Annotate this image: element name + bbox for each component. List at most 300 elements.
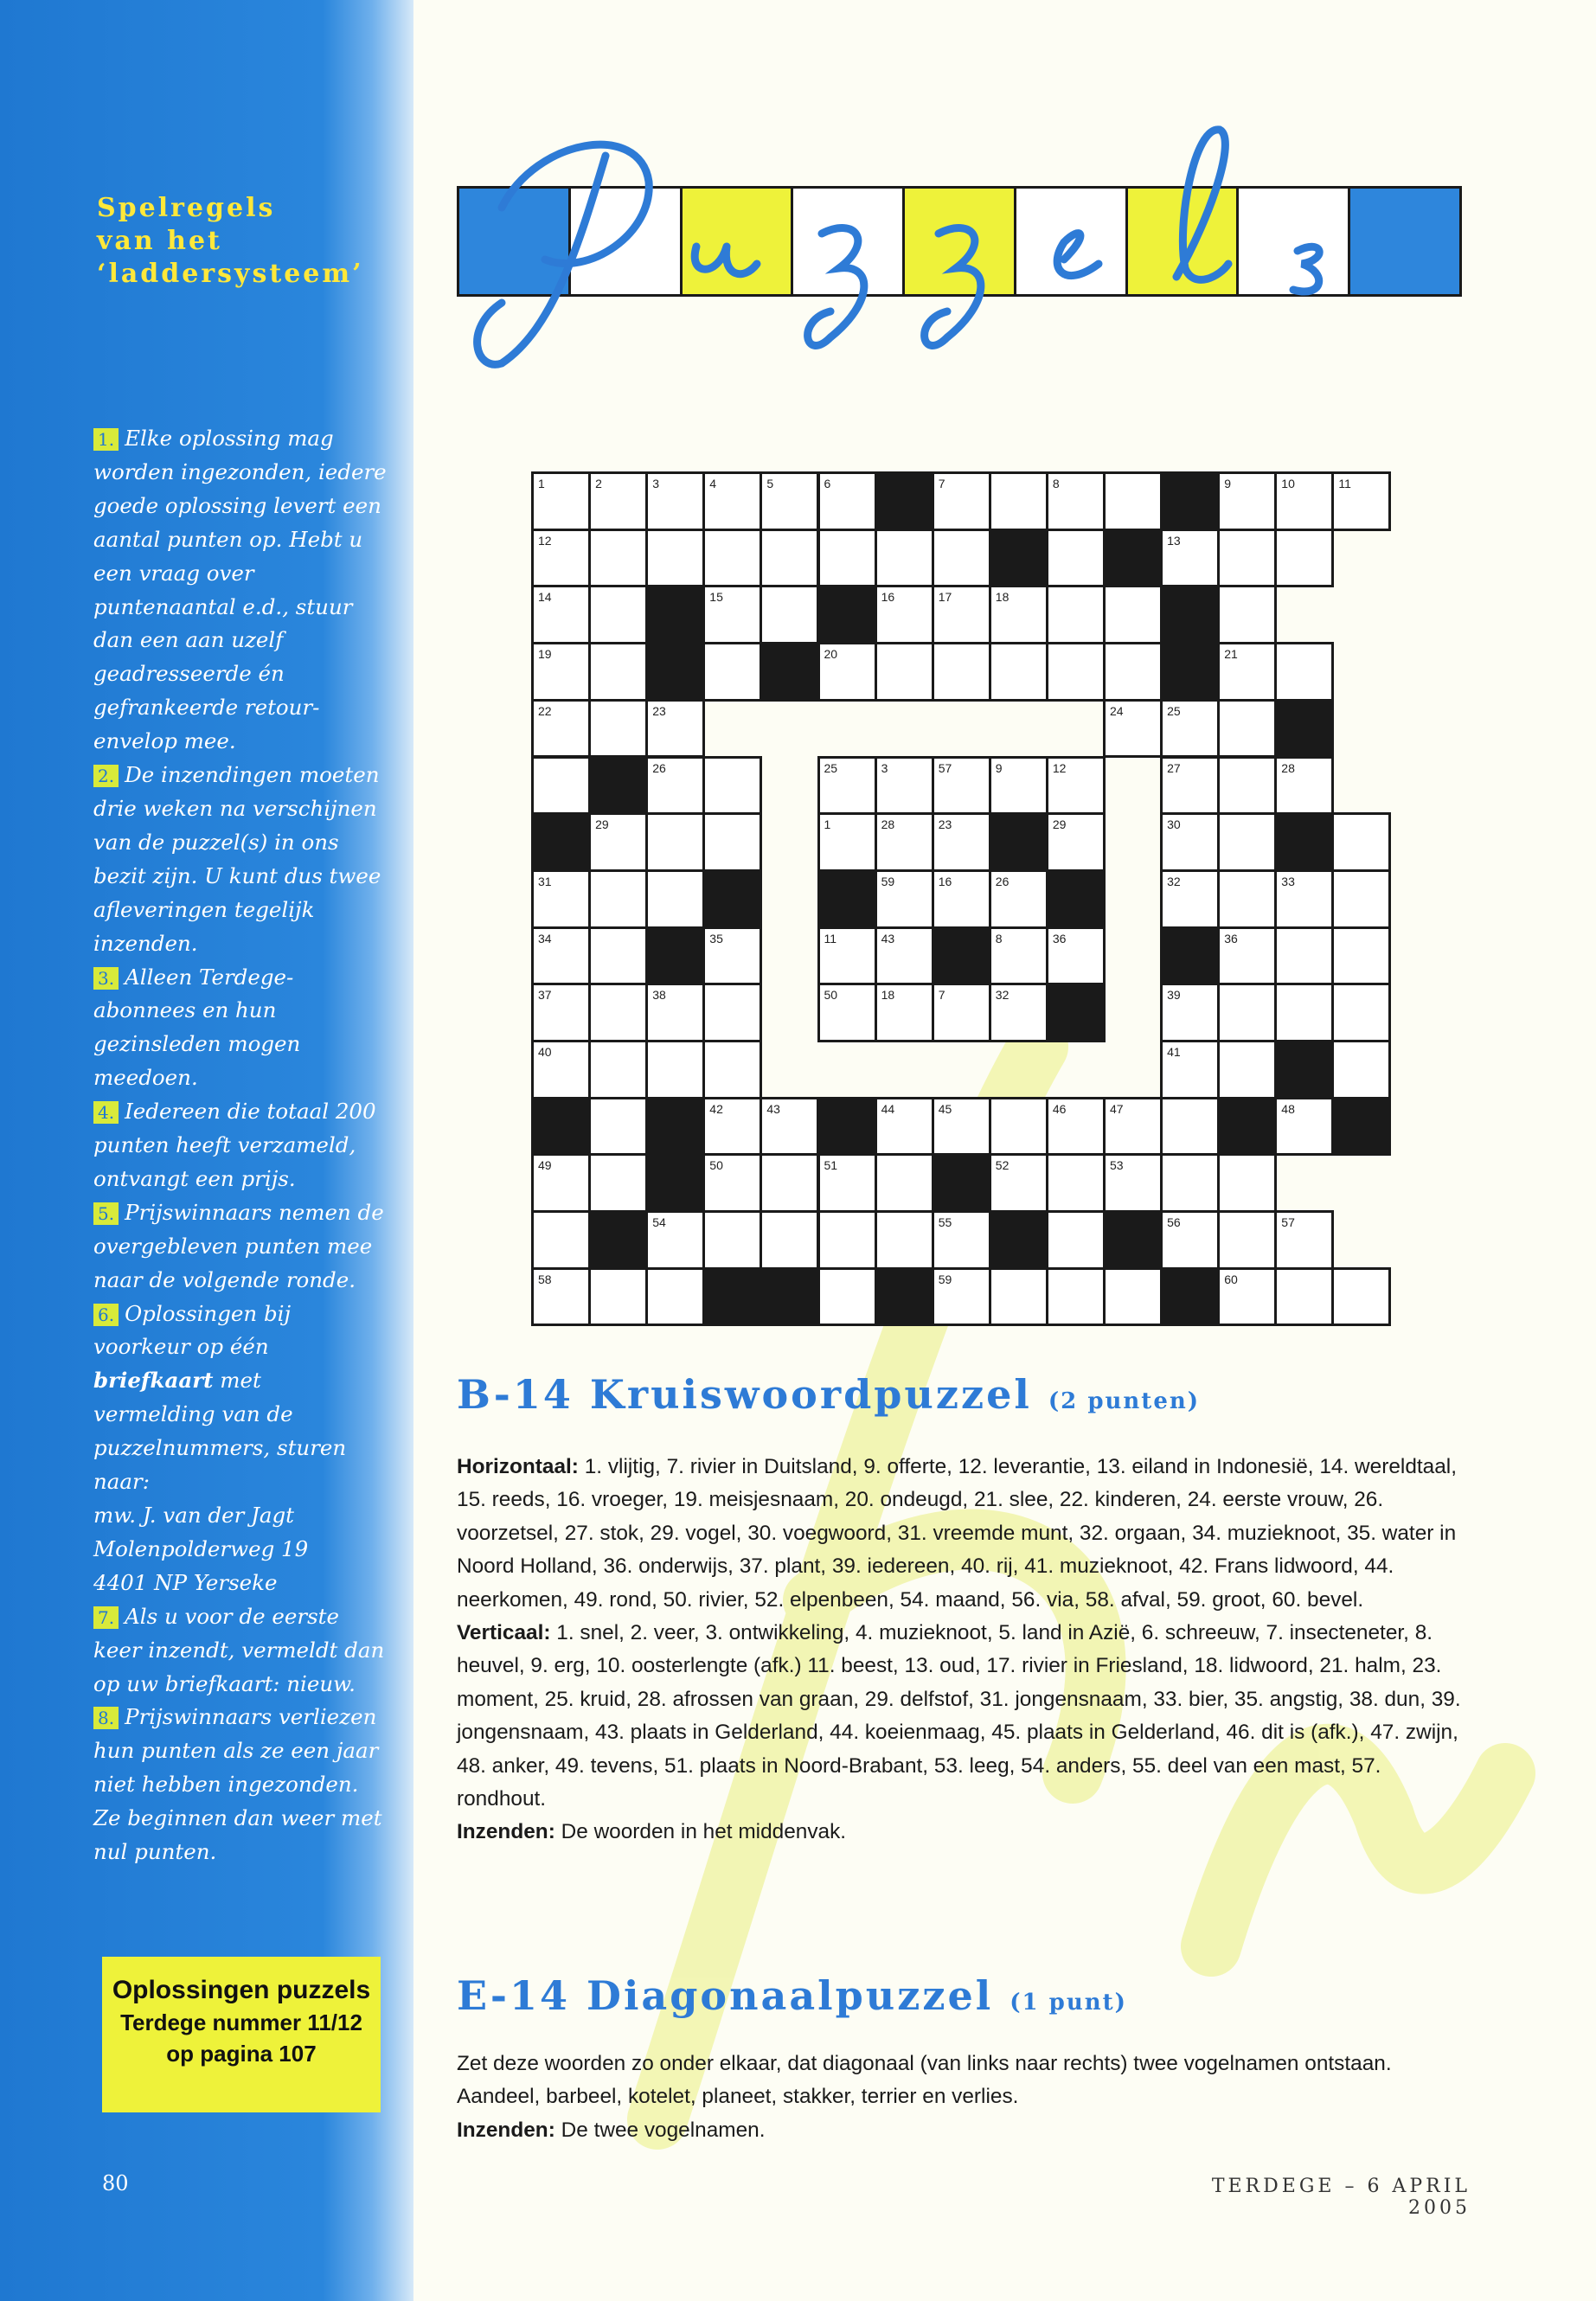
grid-cell[interactable] bbox=[760, 585, 819, 644]
grid-cell[interactable] bbox=[932, 812, 991, 872]
cell-number: 60 bbox=[1224, 1272, 1238, 1286]
grid-cell[interactable] bbox=[1046, 1267, 1106, 1327]
b14-clues bbox=[457, 1451, 1469, 1849]
grid-cell[interactable] bbox=[1046, 642, 1106, 702]
grid-cell-black bbox=[645, 1153, 705, 1213]
rule-text: Als u voor de eerste keer inzendt, vermeldt dan op uw briefkaart: nieuw. bbox=[93, 1603, 385, 1696]
grid-cell[interactable] bbox=[588, 699, 648, 759]
grid-cell[interactable] bbox=[989, 869, 1048, 929]
grid-cell[interactable] bbox=[817, 926, 877, 986]
cell-number: 26 bbox=[995, 874, 1010, 888]
rule-number: 8. bbox=[93, 1707, 119, 1729]
grid-cell-black bbox=[588, 756, 648, 816]
cell-number: 28 bbox=[1281, 760, 1295, 775]
grid-cell[interactable] bbox=[989, 983, 1048, 1042]
grid-cell[interactable] bbox=[817, 812, 877, 872]
cell-number: 23 bbox=[652, 703, 666, 718]
grid-cell-black bbox=[1046, 983, 1106, 1042]
grid-cell[interactable] bbox=[760, 529, 819, 588]
grid-cell[interactable] bbox=[1274, 1097, 1334, 1157]
grid-cell-black bbox=[1160, 471, 1220, 531]
submit-text: De woorden in het middenvak. bbox=[561, 1820, 847, 1844]
grid-cell[interactable] bbox=[875, 1210, 934, 1270]
cell-number: 16 bbox=[938, 874, 952, 888]
grid-cell[interactable] bbox=[645, 983, 705, 1042]
cell-number: 55 bbox=[938, 1215, 952, 1230]
grid-cell[interactable] bbox=[645, 699, 705, 759]
grid-cell[interactable] bbox=[1331, 812, 1391, 872]
grid-cell[interactable] bbox=[875, 983, 934, 1042]
grid-cell[interactable] bbox=[1331, 1040, 1391, 1099]
grid-cell[interactable] bbox=[875, 1153, 934, 1213]
grid-cell[interactable] bbox=[1160, 1040, 1220, 1099]
cell-number: 9 bbox=[1224, 477, 1231, 490]
cell-number: 13 bbox=[1167, 533, 1181, 548]
grid-cell[interactable] bbox=[1331, 471, 1391, 531]
cell-number: 5 bbox=[766, 477, 774, 490]
grid-cell[interactable] bbox=[932, 1097, 991, 1157]
sidebar-title-line: Spelregels bbox=[97, 193, 276, 223]
grid-cell[interactable] bbox=[1274, 869, 1334, 929]
grid-cell[interactable] bbox=[932, 471, 991, 531]
grid-cell[interactable] bbox=[645, 869, 705, 929]
grid-cell[interactable] bbox=[1160, 983, 1220, 1042]
cell-number: 20 bbox=[824, 647, 838, 662]
grid-cell[interactable] bbox=[932, 529, 991, 588]
cell-number: 16 bbox=[881, 590, 895, 605]
grid-cell[interactable] bbox=[1103, 471, 1163, 531]
address-line: Molenpolderweg 19 bbox=[93, 1535, 309, 1561]
grid-cell[interactable] bbox=[989, 585, 1048, 644]
cell-number: 12 bbox=[1052, 760, 1067, 775]
grid-cell[interactable] bbox=[531, 1267, 591, 1327]
rule-number: 2. bbox=[93, 765, 119, 787]
grid-cell[interactable] bbox=[760, 471, 819, 531]
grid-cell[interactable] bbox=[702, 983, 762, 1042]
rule-item bbox=[93, 1298, 388, 1600]
grid-cell[interactable] bbox=[875, 812, 934, 872]
grid-cell[interactable] bbox=[989, 471, 1048, 531]
grid-cell[interactable] bbox=[989, 1267, 1048, 1327]
rule-text: Iedereen die totaal 200 punten heeft verzameld, ontvangt een prijs. bbox=[93, 1099, 376, 1191]
grid-cell[interactable] bbox=[531, 756, 591, 816]
grid-cell[interactable] bbox=[588, 1097, 648, 1157]
cell-number: 40 bbox=[538, 1045, 552, 1059]
grid-cell[interactable] bbox=[1274, 756, 1334, 816]
page-number: 80 bbox=[102, 2171, 129, 2195]
grid-cell[interactable] bbox=[531, 1040, 591, 1099]
grid-cell[interactable] bbox=[588, 642, 648, 702]
grid-cell[interactable] bbox=[989, 926, 1048, 986]
grid-cell[interactable] bbox=[989, 1153, 1048, 1213]
grid-cell[interactable] bbox=[989, 756, 1048, 816]
grid-cell[interactable] bbox=[1217, 869, 1277, 929]
grid-cell[interactable] bbox=[1331, 926, 1391, 986]
rule-number: 1. bbox=[93, 428, 119, 451]
grid-cell[interactable] bbox=[875, 585, 934, 644]
grid-cell[interactable] bbox=[645, 1210, 705, 1270]
grid-cell[interactable] bbox=[1160, 1153, 1220, 1213]
grid-cell[interactable] bbox=[1274, 1210, 1334, 1270]
grid-cell[interactable] bbox=[1217, 812, 1277, 872]
grid-cell[interactable] bbox=[875, 756, 934, 816]
grid-cell[interactable] bbox=[1217, 1210, 1277, 1270]
cell-number: 21 bbox=[1224, 647, 1238, 662]
grid-cell[interactable] bbox=[531, 1153, 591, 1213]
cell-number: 52 bbox=[995, 1158, 1010, 1173]
grid-cell[interactable] bbox=[702, 1210, 762, 1270]
grid-cell[interactable] bbox=[817, 983, 877, 1042]
grid-cell[interactable] bbox=[1103, 699, 1163, 759]
cell-number: 35 bbox=[709, 931, 723, 945]
submit-label: Inzenden: bbox=[457, 1820, 555, 1844]
rule-number: 3. bbox=[93, 967, 119, 990]
solutions-box bbox=[102, 1957, 381, 2112]
grid-cell[interactable] bbox=[1274, 529, 1334, 588]
cell-number: 15 bbox=[709, 590, 723, 605]
cell-number: 43 bbox=[766, 1101, 780, 1116]
rule-item bbox=[93, 961, 388, 1096]
grid-cell[interactable] bbox=[817, 1210, 877, 1270]
grid-cell[interactable] bbox=[760, 1097, 819, 1157]
grid-cell[interactable] bbox=[702, 1153, 762, 1213]
grid-cell[interactable] bbox=[588, 529, 648, 588]
grid-cell[interactable] bbox=[645, 1040, 705, 1099]
grid-cell[interactable] bbox=[1160, 812, 1220, 872]
grid-cell-black bbox=[1331, 1097, 1391, 1157]
grid-cell[interactable] bbox=[1217, 585, 1277, 644]
grid-cell[interactable] bbox=[1103, 1267, 1163, 1327]
cell-number: 29 bbox=[595, 817, 609, 832]
grid-cell[interactable] bbox=[1046, 471, 1106, 531]
grid-cell[interactable] bbox=[1160, 1097, 1220, 1157]
grid-cell[interactable] bbox=[588, 926, 648, 986]
grid-cell[interactable] bbox=[1046, 585, 1106, 644]
rule-item bbox=[93, 1600, 388, 1702]
cell-number: 25 bbox=[824, 760, 838, 775]
crossword-grid bbox=[531, 471, 1561, 1324]
grid-cell[interactable] bbox=[531, 983, 591, 1042]
grid-cell[interactable] bbox=[588, 869, 648, 929]
grid-cell-black bbox=[989, 529, 1048, 588]
grid-cell[interactable] bbox=[932, 869, 991, 929]
grid-cell[interactable] bbox=[588, 983, 648, 1042]
grid-cell-black bbox=[1103, 529, 1163, 588]
cell-number: 7 bbox=[938, 477, 945, 490]
grid-cell[interactable] bbox=[1274, 926, 1334, 986]
cell-number: 9 bbox=[995, 760, 1003, 775]
cell-number: 38 bbox=[652, 988, 666, 1003]
cell-number: 3 bbox=[652, 477, 659, 490]
cell-number: 57 bbox=[938, 760, 952, 775]
grid-cell-black bbox=[645, 926, 705, 986]
grid-cell-black bbox=[1160, 1267, 1220, 1327]
rule-text: Prijswinnaars nemen de overgebleven punten mee naar de volgende ronde. bbox=[93, 1199, 384, 1292]
grid-cell[interactable] bbox=[932, 756, 991, 816]
grid-cell[interactable] bbox=[1046, 1153, 1106, 1213]
e14-instructions: Zet deze woorden zo onder elkaar, dat diagonaal (van links naar rechts) twee vogelnamen ontstaan. Aandeel, barbeel, kotelet, planeet, stakker, terrier en verlies. bbox=[457, 2052, 1392, 2109]
grid-cell-black bbox=[1046, 869, 1106, 929]
grid-cell[interactable] bbox=[932, 642, 991, 702]
grid-cell[interactable] bbox=[760, 1153, 819, 1213]
grid-cell[interactable] bbox=[1103, 585, 1163, 644]
grid-cell[interactable] bbox=[702, 585, 762, 644]
rule-item bbox=[93, 1701, 388, 1869]
grid-cell[interactable] bbox=[531, 642, 591, 702]
grid-cell-black bbox=[875, 1267, 934, 1327]
grid-cell-black bbox=[817, 869, 877, 929]
cell-number: 49 bbox=[538, 1158, 552, 1173]
submit-text: De twee vogelnamen. bbox=[561, 2118, 766, 2142]
cell-number: 17 bbox=[938, 590, 952, 605]
cell-number: 41 bbox=[1167, 1045, 1181, 1059]
grid-cell[interactable] bbox=[531, 529, 591, 588]
grid-cell[interactable] bbox=[1217, 756, 1277, 816]
cell-number: 2 bbox=[595, 477, 602, 490]
grid-cell[interactable] bbox=[875, 1097, 934, 1157]
rule-number: 7. bbox=[93, 1606, 119, 1629]
grid-cell-black bbox=[932, 926, 991, 986]
cell-number: 22 bbox=[538, 703, 552, 718]
grid-cell[interactable] bbox=[760, 1210, 819, 1270]
grid-cell[interactable] bbox=[702, 926, 762, 986]
grid-cell[interactable] bbox=[875, 869, 934, 929]
grid-cell[interactable] bbox=[1160, 699, 1220, 759]
horizontal-label: Horizontaal: bbox=[457, 1455, 579, 1478]
grid-cell[interactable] bbox=[1046, 529, 1106, 588]
grid-cell[interactable] bbox=[1046, 1210, 1106, 1270]
grid-cell-black bbox=[531, 1097, 591, 1157]
vertical-label: Verticaal: bbox=[457, 1621, 551, 1645]
grid-cell[interactable] bbox=[588, 1040, 648, 1099]
grid-cell[interactable] bbox=[1046, 812, 1106, 872]
grid-cell[interactable] bbox=[531, 471, 591, 531]
cell-number: 25 bbox=[1167, 703, 1181, 718]
grid-cell[interactable] bbox=[817, 529, 877, 588]
rule-item bbox=[93, 759, 388, 960]
grid-cell-black bbox=[989, 1210, 1048, 1270]
cell-number: 8 bbox=[1052, 477, 1060, 490]
grid-cell[interactable] bbox=[1046, 756, 1106, 816]
grid-cell[interactable] bbox=[531, 699, 591, 759]
grid-cell[interactable] bbox=[1160, 1210, 1220, 1270]
puzzle-title: Diagonaalpuzzel bbox=[586, 1972, 994, 2019]
cell-number: 19 bbox=[538, 647, 552, 662]
grid-cell[interactable] bbox=[1103, 1097, 1163, 1157]
cell-number: 42 bbox=[709, 1101, 723, 1116]
grid-cell[interactable] bbox=[1217, 529, 1277, 588]
grid-cell[interactable] bbox=[645, 529, 705, 588]
grid-cell[interactable] bbox=[702, 756, 762, 816]
grid-cell[interactable] bbox=[1046, 926, 1106, 986]
cell-number: 53 bbox=[1110, 1158, 1124, 1173]
grid-cell[interactable] bbox=[875, 642, 934, 702]
cell-number: 1 bbox=[538, 477, 545, 490]
grid-cell-black bbox=[645, 642, 705, 702]
grid-cell[interactable] bbox=[932, 983, 991, 1042]
rule-number: 4. bbox=[93, 1101, 119, 1124]
cell-number: 46 bbox=[1052, 1101, 1067, 1116]
grid-cell[interactable] bbox=[531, 926, 591, 986]
address-line: 4401 NP Yerseke bbox=[93, 1569, 278, 1595]
grid-cell-black bbox=[932, 1153, 991, 1213]
grid-cell[interactable] bbox=[645, 756, 705, 816]
puzzle-title: Kruiswoordpuzzel bbox=[589, 1371, 1032, 1418]
cell-number: 51 bbox=[824, 1158, 838, 1173]
grid-cell[interactable] bbox=[531, 1210, 591, 1270]
grid-cell-black bbox=[645, 585, 705, 644]
cell-number: 10 bbox=[1281, 477, 1295, 490]
grid-cell[interactable] bbox=[1217, 1040, 1277, 1099]
cell-number: 18 bbox=[995, 590, 1010, 605]
grid-cell[interactable] bbox=[875, 529, 934, 588]
grid-cell[interactable] bbox=[588, 1267, 648, 1327]
sidebar-title-line: ‘laddersysteem’ bbox=[97, 259, 364, 289]
grid-cell-black bbox=[702, 1267, 762, 1327]
grid-cell[interactable] bbox=[1217, 471, 1277, 531]
grid-cell[interactable] bbox=[817, 642, 877, 702]
grid-cell[interactable] bbox=[1103, 642, 1163, 702]
grid-cell[interactable] bbox=[1217, 699, 1277, 759]
rule-number: 6. bbox=[93, 1304, 119, 1326]
cell-number: 7 bbox=[938, 988, 945, 1003]
grid-cell[interactable] bbox=[702, 1040, 762, 1099]
cell-number: 34 bbox=[538, 931, 552, 945]
cell-number: 56 bbox=[1167, 1215, 1181, 1230]
cell-number: 1 bbox=[824, 817, 831, 832]
grid-cell[interactable] bbox=[1274, 642, 1334, 702]
grid-cell[interactable] bbox=[702, 642, 762, 702]
cell-number: 14 bbox=[538, 590, 552, 605]
grid-cell[interactable] bbox=[588, 585, 648, 644]
cell-number: 11 bbox=[1338, 477, 1351, 490]
cell-number: 47 bbox=[1110, 1101, 1124, 1116]
solutions-box-heading: Oplossingen puzzels bbox=[112, 1976, 371, 2004]
rule-text: Elke oplossing mag worden ingezonden, iedere goede oplossing levert een aantal punten op. Hebt u een vraag over puntenaantal e.d., stuur dan een aan uzelf geadresseerde én gefrankeerde retour-envelop mee. bbox=[93, 426, 387, 754]
cell-number: 37 bbox=[538, 988, 552, 1003]
rule-text: Oplossingen bij voorkeur op één bbox=[93, 1300, 292, 1360]
grid-cell[interactable] bbox=[1046, 1097, 1106, 1157]
submit-label: Inzenden: bbox=[457, 2118, 555, 2142]
cell-number: 36 bbox=[1224, 931, 1238, 945]
grid-cell[interactable] bbox=[817, 471, 877, 531]
grid-cell[interactable] bbox=[989, 1097, 1048, 1157]
cell-number: 50 bbox=[709, 1158, 723, 1173]
grid-cell[interactable] bbox=[932, 1267, 991, 1327]
cell-number: 59 bbox=[938, 1272, 952, 1286]
grid-cell[interactable] bbox=[645, 812, 705, 872]
rule-text: De inzendingen moeten drie weken na verschijnen van de puzzel(s) in ons bezit zijn. U kunt dus twee afleveringen tegelijk inzenden. bbox=[93, 762, 381, 956]
grid-cell-black bbox=[989, 812, 1048, 872]
grid-cell-black bbox=[531, 812, 591, 872]
grid-cell[interactable] bbox=[588, 1153, 648, 1213]
solutions-box-line: op pagina 107 bbox=[166, 2041, 317, 2067]
grid-cell[interactable] bbox=[531, 869, 591, 929]
grid-cell[interactable] bbox=[1274, 983, 1334, 1042]
grid-cell-black bbox=[875, 471, 934, 531]
cell-number: 18 bbox=[881, 988, 895, 1003]
grid-cell-black bbox=[1160, 926, 1220, 986]
vertical-clues: 1. snel, 2. veer, 3. ontwikkeling, 4. muzieknoot, 5. land in Azië, 6. schreeuw, 7. insecteneter, 8. heuvel, 9. erg, 10. oosterlengte (afk.) 11. beest, 13. oud, 17. rivier in Friesland, 18. lidwoord, 21. halm, 23. moment, 25. kruid, 28. afrossen van graan, 29. delfstof, 31. jongensnaam, 33. bier, 35. angstig, 38. dun, 39. jongensnaam, 43. plaats in Gelderland, 44. koeienmaag, 45. plaats in Gelderland, 46. dit is (afk.), 47. zwijn, 48. anker, 49. tevens, 51. plaats in Noord-Brabant, 53. leeg, 54. anders, 55. deel van een mast, 57. rondhout. bbox=[457, 1621, 1461, 1811]
grid-cell[interactable] bbox=[702, 1097, 762, 1157]
rules-list bbox=[93, 422, 388, 1869]
cell-number: 39 bbox=[1167, 988, 1181, 1003]
grid-cell[interactable] bbox=[588, 471, 648, 531]
cell-number: 54 bbox=[652, 1215, 666, 1230]
e14-text bbox=[457, 2048, 1469, 2147]
grid-cell-black bbox=[1274, 1040, 1334, 1099]
grid-cell[interactable] bbox=[1217, 642, 1277, 702]
grid-cell[interactable] bbox=[875, 926, 934, 986]
grid-cell-black bbox=[1217, 1097, 1277, 1157]
grid-cell[interactable] bbox=[1103, 1153, 1163, 1213]
puzzle-points: (2 punten) bbox=[1048, 1388, 1201, 1414]
grid-cell[interactable] bbox=[1160, 529, 1220, 588]
grid-cell[interactable] bbox=[1331, 869, 1391, 929]
grid-cell[interactable] bbox=[645, 1267, 705, 1327]
cell-number: 32 bbox=[995, 988, 1010, 1003]
grid-cell-black bbox=[1103, 1210, 1163, 1270]
grid-cell-black bbox=[1160, 585, 1220, 644]
cell-number: 32 bbox=[1167, 874, 1181, 888]
sidebar-title-line: van het bbox=[97, 226, 222, 256]
grid-cell[interactable] bbox=[1160, 869, 1220, 929]
grid-cell[interactable] bbox=[817, 756, 877, 816]
grid-cell[interactable] bbox=[1331, 983, 1391, 1042]
grid-cell[interactable] bbox=[1331, 1267, 1391, 1327]
rule-text: met vermelding van de puzzelnummers, sturen naar: bbox=[93, 1368, 347, 1495]
grid-cell[interactable] bbox=[932, 1210, 991, 1270]
grid-cell[interactable] bbox=[989, 642, 1048, 702]
grid-cell[interactable] bbox=[645, 471, 705, 531]
grid-cell-black bbox=[760, 642, 819, 702]
cell-number: 43 bbox=[881, 931, 895, 945]
grid-cell[interactable] bbox=[1217, 983, 1277, 1042]
grid-cell-black bbox=[702, 869, 762, 929]
grid-cell[interactable] bbox=[1217, 926, 1277, 986]
cell-number: 30 bbox=[1167, 817, 1181, 832]
grid-cell[interactable] bbox=[1217, 1153, 1277, 1213]
grid-cell[interactable] bbox=[702, 471, 762, 531]
cell-number: 6 bbox=[824, 477, 831, 490]
grid-cell[interactable] bbox=[1160, 756, 1220, 816]
puzzle-code: E-14 bbox=[457, 1972, 571, 2019]
grid-cell[interactable] bbox=[1217, 1267, 1277, 1327]
cell-number: 48 bbox=[1281, 1101, 1295, 1116]
cell-number: 24 bbox=[1110, 703, 1124, 718]
cell-number: 23 bbox=[938, 817, 952, 832]
grid-cell[interactable] bbox=[1274, 1267, 1334, 1327]
grid-cell[interactable] bbox=[1274, 471, 1334, 531]
solutions-box-line: Terdege nummer 11/12 bbox=[120, 2009, 362, 2035]
cell-number: 57 bbox=[1281, 1215, 1295, 1230]
grid-cell[interactable] bbox=[702, 529, 762, 588]
address-line: mw. J. van der Jagt bbox=[93, 1503, 295, 1528]
grid-cell[interactable] bbox=[702, 812, 762, 872]
grid-cell[interactable] bbox=[817, 1153, 877, 1213]
grid-cell[interactable] bbox=[531, 585, 591, 644]
cell-number: 8 bbox=[995, 931, 1003, 945]
grid-cell[interactable] bbox=[588, 812, 648, 872]
grid-cell[interactable] bbox=[932, 585, 991, 644]
b14-title bbox=[457, 1371, 1200, 1418]
e14-title bbox=[457, 1972, 1127, 2019]
cell-number: 11 bbox=[824, 931, 837, 945]
cell-number: 26 bbox=[652, 760, 666, 775]
grid-cell[interactable] bbox=[817, 1267, 877, 1327]
horizontal-clues: 1. vlijtig, 7. rivier in Duitsland, 9. offerte, 12. leverantie, 13. eiland in Indonesië, 14. wereldtaal, 15. reeds, 16. vroeger, 19. meisjesnaam, 20. ondeugd, 21. slee, 22. kinderen, 24. eerste vrouw, 26. voorzetsel, 27. stok, 29. vogel, 30. voegwoord, 31. vreemde munt, 32. orgaan, 34. muzieknoot, 35. water in Noord Holland, 36. onderwijs, 37. plant, 39. iedereen, 40. rij, 41. muzieknoot, 42. Frans lidwoord, 44. neerkomen, 49. rond, 50. rivier, 52. elpenbeen, 54. maand, 56. via, 58. afval, 59. groot, 60. bevel. bbox=[457, 1455, 1457, 1612]
cell-number: 4 bbox=[709, 477, 717, 490]
